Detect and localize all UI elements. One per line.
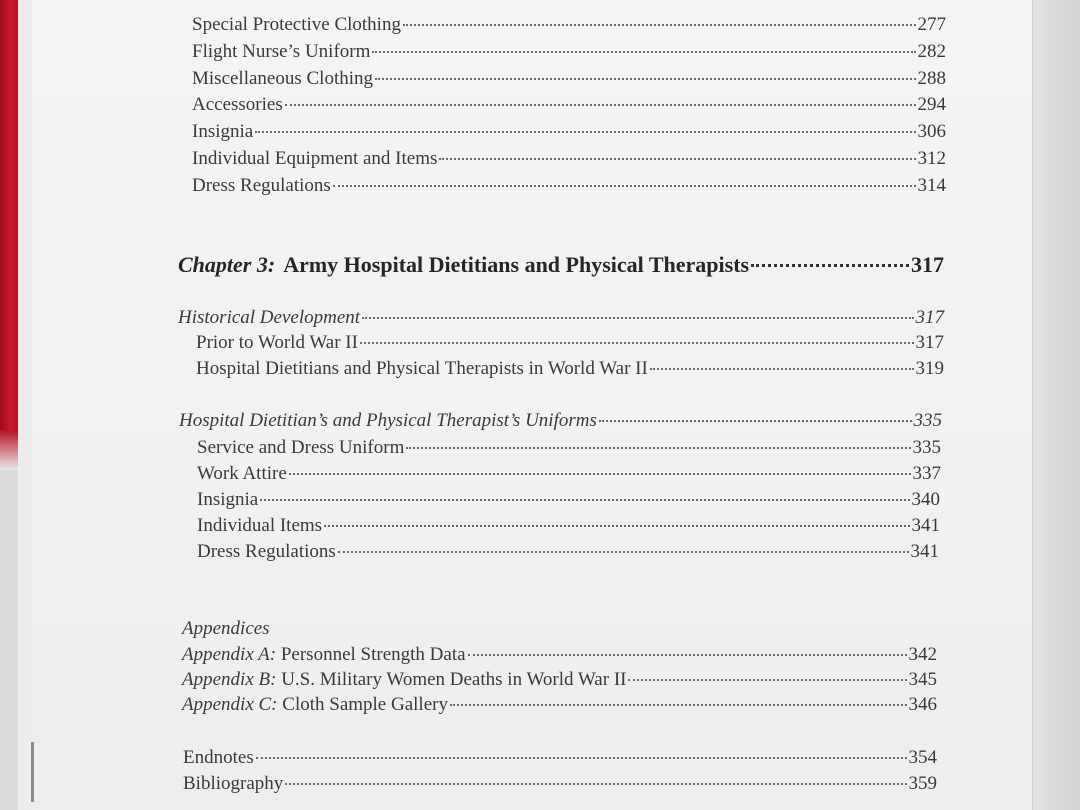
appendix-entry	[182, 693, 937, 717]
page-edge-shadow	[1032, 0, 1080, 810]
toc-entry-page: 312	[917, 148, 946, 169]
toc-entry-page: 306	[917, 121, 946, 142]
toc-entry-page: 319	[915, 358, 944, 379]
toc-entry-label: Service and Dress Uniform	[197, 437, 405, 458]
dot-leader	[599, 420, 912, 422]
toc-entry-page: 354	[908, 747, 937, 768]
toc-entry-page: 335	[912, 437, 941, 458]
toc-entry	[196, 331, 944, 355]
toc-entry	[192, 13, 946, 37]
toc-entry	[183, 746, 937, 770]
toc-entry	[197, 488, 940, 512]
dot-leader	[650, 368, 914, 370]
chapter-page: 317	[911, 252, 944, 277]
section-heading-page: 335	[913, 410, 942, 431]
toc-entry	[192, 174, 946, 198]
dot-leader	[751, 264, 909, 267]
toc-entry-label: Work Attire	[197, 463, 287, 484]
toc-entry-page: 341	[910, 541, 939, 562]
appendix-entry-label	[182, 693, 448, 717]
appendix-entry-page: 345	[908, 669, 937, 690]
dot-leader	[256, 757, 907, 759]
toc-entry	[196, 357, 944, 381]
section-heading-page: 317	[915, 307, 944, 328]
appendix-entry-page: 342	[908, 644, 937, 665]
toc-entry-label: Accessories	[192, 94, 283, 115]
dot-leader	[338, 551, 909, 553]
dot-leader	[260, 499, 909, 501]
appendix-title: U.S. Military Women Deaths in World War II	[281, 669, 627, 690]
toc-entry-label: Dress Regulations	[197, 541, 336, 562]
dot-leader	[324, 525, 909, 527]
toc-entry-label: Dress Regulations	[192, 175, 331, 196]
toc-entry-label: Insignia	[197, 489, 259, 510]
appendix-letter: Appendix A:	[182, 644, 277, 665]
chapter-title: Army Hospital Dietitians and Physical Therapists	[283, 252, 750, 277]
section-heading	[179, 409, 942, 433]
appendix-letter: Appendix C:	[182, 694, 278, 715]
dot-leader	[289, 473, 911, 475]
toc-entry-label: Insignia	[192, 121, 254, 142]
toc-entry-page: 317	[915, 332, 944, 353]
toc-entry	[192, 120, 946, 144]
appendix-title: Cloth Sample Gallery	[282, 694, 448, 715]
toc-entry-page: 277	[917, 14, 946, 35]
page-gutter	[18, 0, 33, 810]
section-heading	[178, 306, 944, 330]
appendix-letter: Appendix B:	[182, 669, 277, 690]
toc-entry-label: Individual Items	[197, 515, 323, 536]
toc-entry-page: 288	[917, 68, 946, 89]
toc-entry-page: 337	[912, 463, 941, 484]
toc-entry	[192, 67, 946, 91]
toc-entry	[197, 462, 941, 486]
page-mark	[31, 742, 34, 802]
toc-entry-label: Flight Nurse’s Uniform	[192, 41, 371, 62]
appendix-title: Personnel Strength Data	[280, 644, 466, 665]
toc-entry	[192, 147, 946, 171]
chapter-heading	[178, 250, 944, 280]
toc-entry-label: Endnotes	[183, 747, 254, 768]
appendix-entry	[182, 643, 937, 667]
toc-entry-label: Special Protective Clothing	[192, 14, 401, 35]
toc-entry-label: Miscellaneous Clothing	[192, 68, 374, 89]
toc-entry	[192, 40, 946, 64]
toc-entry-page: 294	[917, 94, 946, 115]
toc-entry-label: Bibliography	[183, 773, 284, 794]
toc-entry	[197, 514, 940, 538]
section-heading-label: Historical Development	[178, 307, 361, 328]
appendix-entry	[182, 668, 937, 692]
dot-leader	[450, 704, 907, 706]
section-heading-label: Hospital Dietitian’s and Physical Therapist’s Uniforms	[179, 410, 597, 431]
toc-entry-page: 340	[911, 489, 940, 510]
toc-entry-page: 282	[917, 41, 946, 62]
toc-entry	[197, 540, 939, 564]
dot-leader	[468, 654, 907, 656]
book-spine-edge	[0, 0, 18, 430]
dot-leader	[628, 679, 906, 681]
toc-entry-page: 341	[911, 515, 940, 536]
appendix-entry-page: 346	[908, 694, 937, 715]
dot-leader	[403, 24, 916, 26]
dot-leader	[285, 104, 916, 106]
dot-leader	[439, 158, 915, 160]
toc-entry-page: 359	[908, 773, 937, 794]
dot-leader	[375, 78, 915, 80]
toc-entry-label: Individual Equipment and Items	[192, 148, 438, 169]
dot-leader	[406, 447, 910, 449]
toc-entry-label: Prior to World War II	[196, 332, 358, 353]
dot-leader	[255, 131, 915, 133]
toc-entry	[197, 436, 941, 460]
toc-entry-page: 314	[917, 175, 946, 196]
dot-leader	[285, 783, 906, 785]
toc-entry-label: Hospital Dietitians and Physical Therapists in World War II	[196, 358, 648, 379]
dot-leader	[360, 342, 914, 344]
dot-leader	[372, 51, 915, 53]
toc-entry	[183, 772, 937, 796]
toc-entry	[192, 93, 946, 117]
dot-leader	[362, 317, 913, 319]
appendix-entry-label	[182, 643, 466, 667]
book-spine-edge-fade	[0, 430, 18, 470]
appendices-heading: Appendices	[182, 618, 270, 639]
dot-leader	[333, 185, 916, 187]
chapter-number: Chapter 3:	[178, 252, 276, 277]
appendix-entry-label	[182, 668, 626, 692]
